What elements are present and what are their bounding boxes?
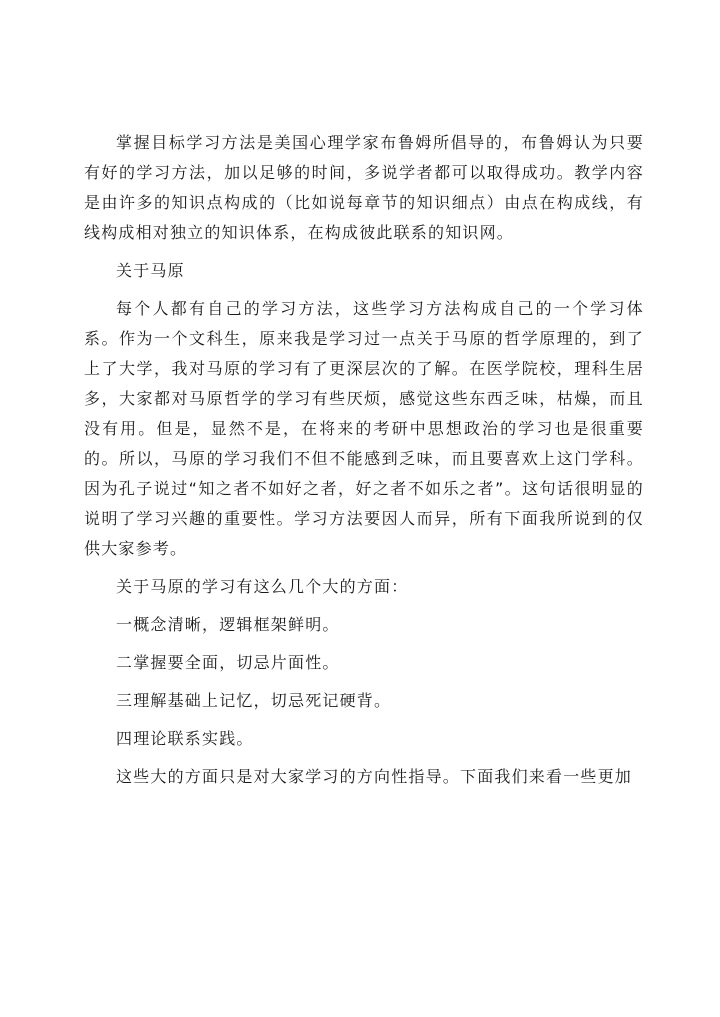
paragraph-aspects-intro: 关于马原的学习有这么几个大的方面： bbox=[116, 577, 409, 596]
paragraph-guidance: 这些大的方面只是对大家学习的方向性指导。下面我们来看一些更加 bbox=[116, 767, 633, 786]
paragraph-learning-system: 每个人都有自己的学习方法，这些学习方法构成自己的一个学习体系。作为一个文科生，原来我是学习过一点关于马原的哲学原理的，到了上了大学，我对马原的学习有了更深层次的了解。在医学院校，理科生居多，大家都对马原哲学的学习有些厌烦，感觉这些东西乏味，枯燥，而且没有用。但是，显然不是，在将来的考研中思想政治的学习也是很重要的。所以，马原的学习我们不但不能感到乏味，而且要喜欢上这门学科。因为孔子说过“知之者不如好之者，好之者不如乐之者”。这句话很明显的说明了学习兴趣的重要性。学习方法要因人而异，所有下面我所说到的仅供大家参考。 bbox=[84, 299, 644, 558]
document-body bbox=[84, 128, 644, 792]
list-item-three: 三理解基础上记忆，切忌死记硬背。 bbox=[116, 691, 392, 710]
section-heading-marxism: 关于马原 bbox=[116, 261, 185, 280]
paragraph-mastery-learning: 掌握目标学习方法是美国心理学家布鲁姆所倡导的，布鲁姆认为只要有好的学习方法，加以足够的时间，多说学者都可以取得成功。教学内容是由许多的知识点构成的（比如说每章节的知识细点）由点在构成线，有线构成相对独立的知识体系，在构成彼此联系的知识网。 bbox=[84, 133, 644, 242]
list-item-two: 二掌握要全面，切忌片面性。 bbox=[116, 653, 340, 672]
list-item-one: 一概念清晰，逻辑框架鲜明。 bbox=[116, 615, 340, 634]
list-item-four: 四理论联系实践。 bbox=[116, 729, 254, 748]
